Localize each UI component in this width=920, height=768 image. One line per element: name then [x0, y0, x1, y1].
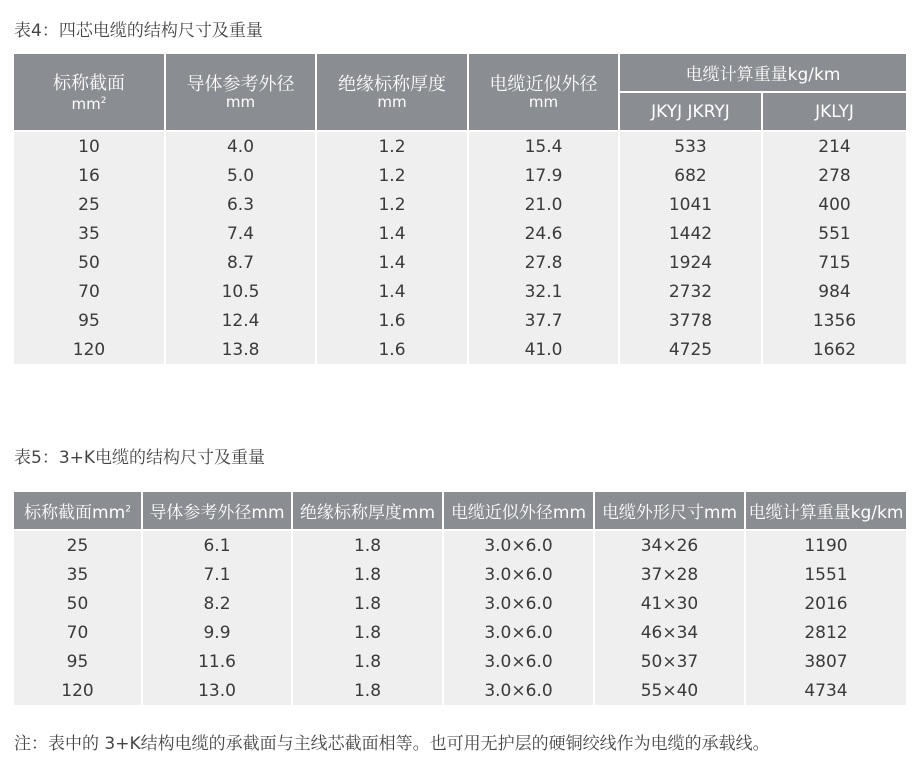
- table-cell: 4725: [619, 335, 762, 364]
- table5-body: [14, 530, 906, 705]
- table-cell: 1.8: [292, 560, 443, 589]
- table-cell: 15.4: [468, 131, 619, 161]
- table-cell: 1924: [619, 248, 762, 277]
- header-cable-diameter: 电缆近似外径mm: [443, 492, 594, 530]
- table-cell: 50: [14, 589, 142, 618]
- table-cell: 3.0×6.0: [443, 589, 594, 618]
- table-row: [14, 676, 906, 705]
- header-conductor-diameter: 导体参考外径 mm: [165, 54, 316, 131]
- table-row: [14, 618, 906, 647]
- header-insulation-thickness: 绝缘标称厚度mm: [292, 492, 443, 530]
- table-cell: 13.0: [142, 676, 292, 705]
- table-cell: 11.6: [142, 647, 292, 676]
- header-cable-shape-size: 电缆外形尺寸mm: [594, 492, 745, 530]
- header-cable-diameter: 电缆近似外径 mm: [468, 54, 619, 131]
- table-cell: 41×30: [594, 589, 745, 618]
- table-cell: 9.9: [142, 618, 292, 647]
- table-cell: 5.0: [165, 161, 316, 190]
- table-cell: 37×28: [594, 560, 745, 589]
- table-cell: 34×26: [594, 530, 745, 560]
- table-row: [14, 647, 906, 676]
- table-cell: 1.2: [316, 190, 468, 219]
- table-cell: 3.0×6.0: [443, 530, 594, 560]
- table-cell: 1.6: [316, 335, 468, 364]
- table-cell: 1.4: [316, 219, 468, 248]
- table-row: [14, 335, 906, 364]
- table-cell: 95: [14, 647, 142, 676]
- table-cell: 50×37: [594, 647, 745, 676]
- table-cell: 12.4: [165, 306, 316, 335]
- table-cell: 682: [619, 161, 762, 190]
- table-row: [14, 530, 906, 560]
- header-weight: 电缆计算重量kg/km: [745, 492, 906, 530]
- table-cell: 50: [14, 248, 165, 277]
- table-cell: 8.2: [142, 589, 292, 618]
- table-cell: 1041: [619, 190, 762, 219]
- table-cell: 1.8: [292, 530, 443, 560]
- table-cell: 984: [762, 277, 906, 306]
- table-cell: 3.0×6.0: [443, 618, 594, 647]
- table-cell: 533: [619, 131, 762, 161]
- table-cell: 1.8: [292, 676, 443, 705]
- table-cell: 4734: [745, 676, 906, 705]
- table-cell: 13.8: [165, 335, 316, 364]
- table-cell: 3.0×6.0: [443, 647, 594, 676]
- table-cell: 25: [14, 530, 142, 560]
- table-cell: 1.2: [316, 131, 468, 161]
- table-cell: 70: [14, 277, 165, 306]
- table-cell: 3.0×6.0: [443, 560, 594, 589]
- table-cell: 3.0×6.0: [443, 676, 594, 705]
- table-row: [14, 190, 906, 219]
- table-cell: 1442: [619, 219, 762, 248]
- table-cell: 7.4: [165, 219, 316, 248]
- table-cell: 1.8: [292, 647, 443, 676]
- table-cell: 1.2: [316, 161, 468, 190]
- table-cell: 6.3: [165, 190, 316, 219]
- table-cell: 1.8: [292, 589, 443, 618]
- table-cell: 7.1: [142, 560, 292, 589]
- table-cell: 21.0: [468, 190, 619, 219]
- table-cell: 2016: [745, 589, 906, 618]
- table-cell: 120: [14, 335, 165, 364]
- table-cell: 6.1: [142, 530, 292, 560]
- table-cell: 55×40: [594, 676, 745, 705]
- table-row: [14, 131, 906, 161]
- table-cell: 715: [762, 248, 906, 277]
- table-row: [14, 219, 906, 248]
- table-cell: 1.6: [316, 306, 468, 335]
- table4-caption: 表4：四芯电缆的结构尺寸及重量: [14, 21, 263, 41]
- table-cell: 3778: [619, 306, 762, 335]
- table-cell: 17.9: [468, 161, 619, 190]
- table-row: [14, 560, 906, 589]
- table-cell: 27.8: [468, 248, 619, 277]
- header-section: 标称截面$mm^2$: [14, 492, 142, 530]
- table-cell: 1356: [762, 306, 906, 335]
- table-cell: 551: [762, 219, 906, 248]
- table5-caption: 表5：3+K电缆的结构尺寸及重量: [14, 448, 266, 468]
- table-row: [14, 161, 906, 190]
- table4-body: [14, 131, 906, 364]
- table-cell: 214: [762, 131, 906, 161]
- table-cell: 10: [14, 131, 165, 161]
- header-weight: 电缆计算重量kg/km: [619, 54, 906, 92]
- table-cell: 120: [14, 676, 142, 705]
- table-cell: 1662: [762, 335, 906, 364]
- table-cell: 35: [14, 219, 165, 248]
- table-cell: 8.7: [165, 248, 316, 277]
- table-cell: 25: [14, 190, 165, 219]
- table-cell: 3807: [745, 647, 906, 676]
- header-insulation-thickness: 绝缘标称厚度 mm: [316, 54, 468, 131]
- table-cell: 10.5: [165, 277, 316, 306]
- table-cell: 1190: [745, 530, 906, 560]
- table-cell: 2732: [619, 277, 762, 306]
- header-section: 标称截面 $mm^2$: [14, 54, 165, 131]
- table-row: [14, 277, 906, 306]
- table-cell: 46×34: [594, 618, 745, 647]
- header-conductor-diameter: 导体参考外径mm: [142, 492, 292, 530]
- table-cell: 1.4: [316, 248, 468, 277]
- table-cell: 4.0: [165, 131, 316, 161]
- header-weight-jklyj: JKLYJ: [762, 92, 906, 131]
- table-row: [14, 306, 906, 335]
- table-cell: 95: [14, 306, 165, 335]
- table4: [14, 54, 906, 364]
- table-cell: 2812: [745, 618, 906, 647]
- table-cell: 32.1: [468, 277, 619, 306]
- table-cell: 400: [762, 190, 906, 219]
- table-cell: 70: [14, 618, 142, 647]
- table-cell: 24.6: [468, 219, 619, 248]
- table-cell: 1.4: [316, 277, 468, 306]
- table-cell: 35: [14, 560, 142, 589]
- table-cell: 1551: [745, 560, 906, 589]
- table-cell: 41.0: [468, 335, 619, 364]
- table-cell: 16: [14, 161, 165, 190]
- table-cell: 278: [762, 161, 906, 190]
- table5: [14, 492, 906, 705]
- table-row: [14, 589, 906, 618]
- table-cell: 1.8: [292, 618, 443, 647]
- footnote: 注：表中的 3+K结构电缆的承截面与主线芯截面相等。也可用无护层的硬铜绞线作为电缆的承载线。: [14, 734, 770, 754]
- table-cell: 37.7: [468, 306, 619, 335]
- header-weight-jkyj: JKYJ JKRYJ: [619, 92, 762, 131]
- table-row: [14, 248, 906, 277]
